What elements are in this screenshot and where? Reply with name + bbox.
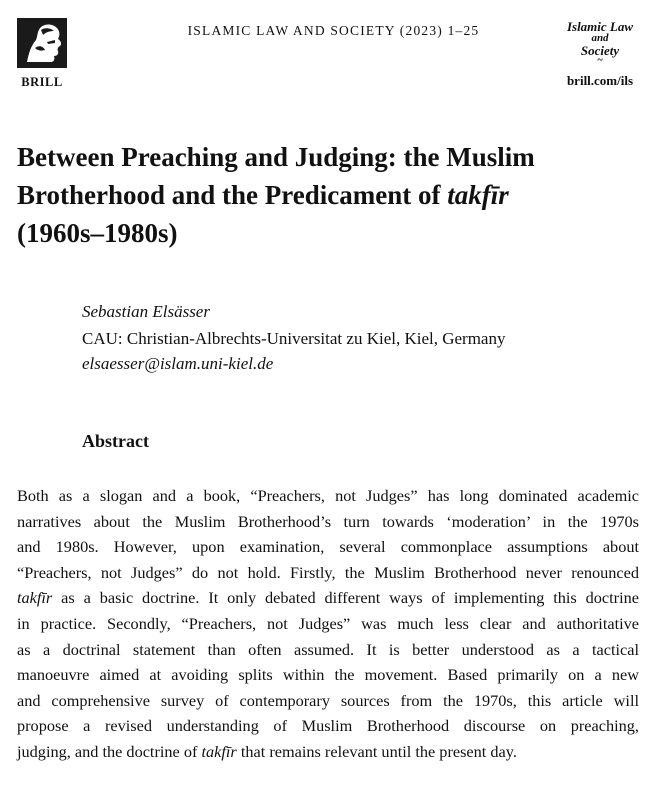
running-head: ISLAMIC LAW AND SOCIETY (2023) 1–25 (187, 23, 480, 38)
abstract-line: Both as a slogan and a book, “Preachers, not Judges” has long dominated academic (17, 486, 639, 505)
abstract-line: “Preachers, not Judges” do not hold. Firstly, the Muslim Brotherhood never renounced (17, 562, 639, 582)
abstract-line (17, 585, 639, 611)
abstract-line: in practice. Secondly, “Preachers, not Judges” was much less clear and authoritative (17, 613, 639, 633)
journal-logo-line3: Society (580, 43, 620, 58)
abstract-line (17, 739, 639, 765)
abstract-text: as a basic doctrine. It only debated different ways of implementing this doctrine (52, 588, 639, 608)
title-text: Brotherhood and the Predicament of (17, 180, 448, 210)
author-email[interactable]: elsaesser@islam.uni-kiel.de (82, 354, 274, 373)
journal-logo-line2: and (591, 32, 609, 44)
journal-url[interactable]: brill.com/ils (566, 73, 634, 88)
abstract-text: judging, and the doctrine of (17, 741, 202, 761)
abstract-term: takfīr (17, 588, 53, 608)
abstract-line: narratives about the Muslim Brotherhood’s turn towards ‘moderation’ in the 1970s (17, 511, 639, 531)
title-term: takfīr (447, 180, 509, 210)
abstract-line: and comprehensive survey of contemporary sources from the 1970s, this article will (17, 690, 639, 710)
abstract-line: as a doctrinal statement than often assumed. It is better understood as a tactical (17, 639, 639, 659)
abstract-line: manoeuvre aimed at avoiding splits within the movement. Based primarily on a new (17, 665, 639, 685)
author-name: Sebastian Elsässer (82, 302, 210, 321)
abstract-heading: Abstract (82, 431, 149, 451)
title-line-1: Between Preaching and Judging: the Muslim (17, 142, 535, 172)
abstract-line: propose a revised understanding of Muslim Brotherhood discourse on preaching, (17, 716, 639, 736)
title-line-3: (1960s–1980s) (17, 218, 178, 248)
abstract-text: that remains relevant until the present day. (236, 741, 517, 761)
journal-logo-line1: Islamic Law (566, 19, 634, 34)
abstract-term: takfīr (201, 741, 237, 761)
article-title (17, 138, 617, 252)
abstract-line: and 1980s. However, upon examination, several commonplace assumptions about (17, 537, 639, 557)
publisher-name: BRILL (21, 75, 63, 89)
title-line-2 (17, 176, 617, 214)
swash-ornament-icon: ~ (597, 55, 603, 66)
author-affiliation: CAU: Christian-Albrechts-Universitat zu Kiel, Kiel, Germany (82, 329, 506, 348)
journal-logo (560, 20, 640, 65)
abstract-body (17, 483, 639, 765)
